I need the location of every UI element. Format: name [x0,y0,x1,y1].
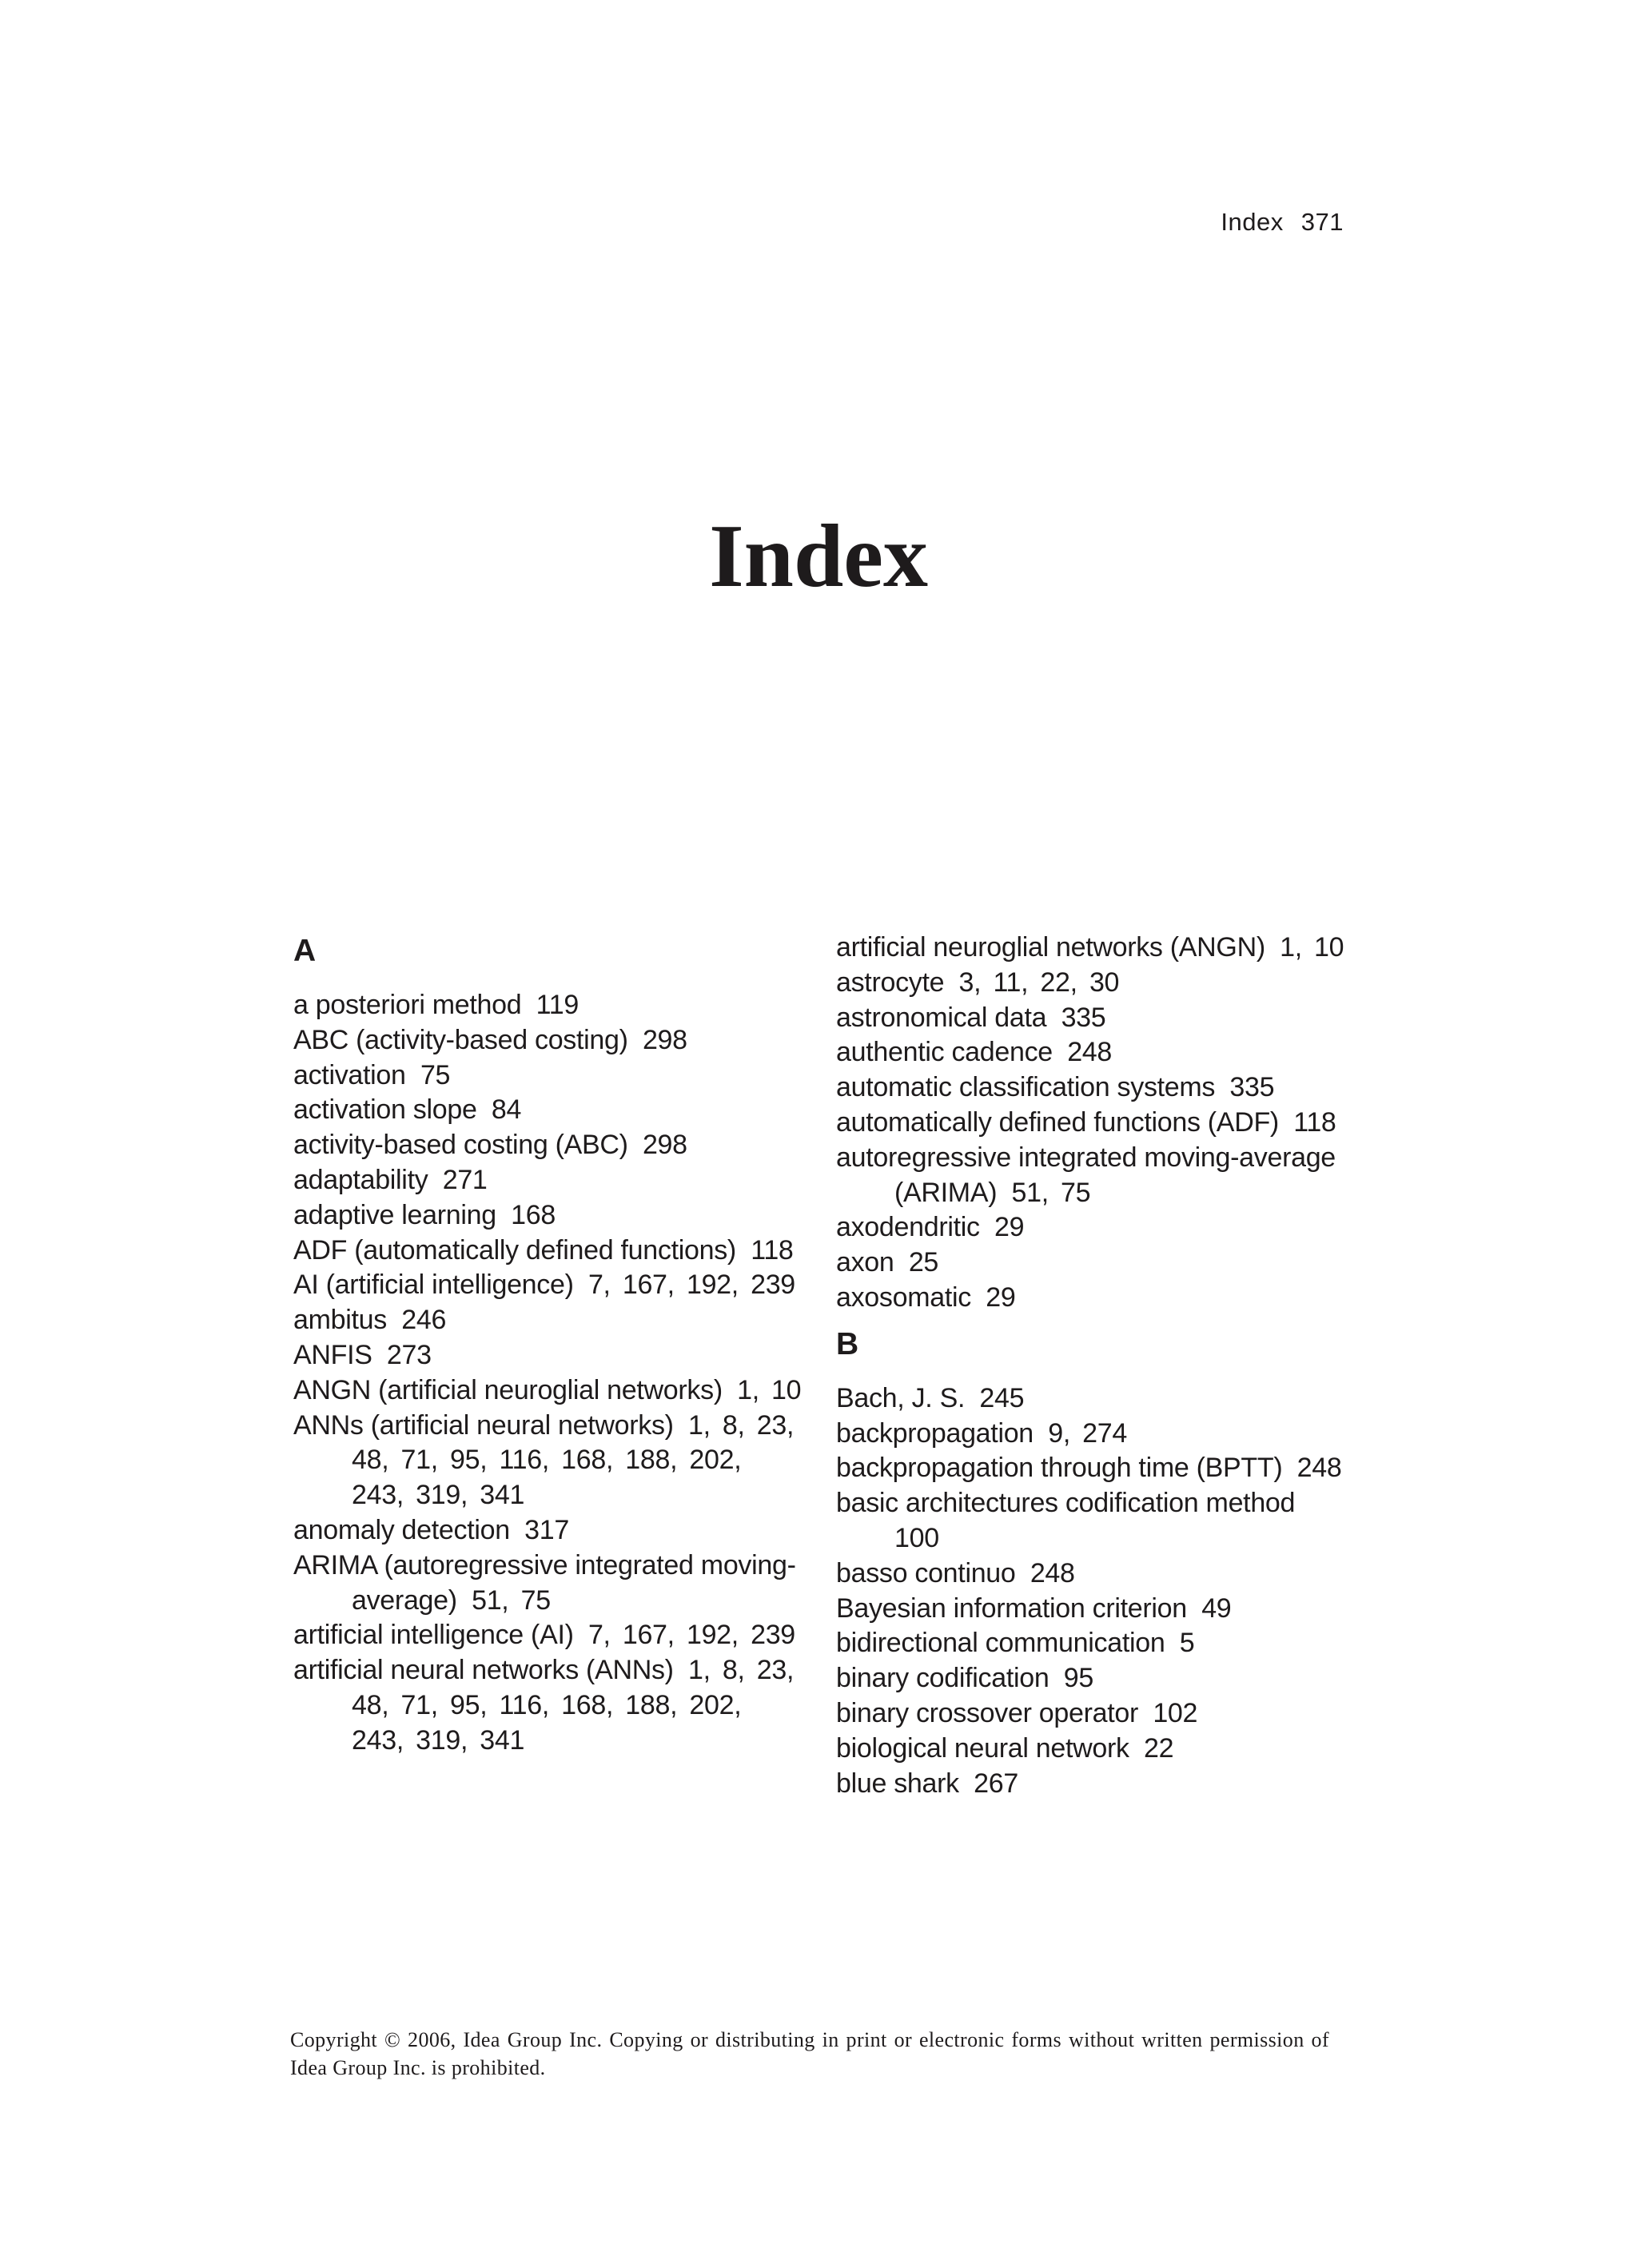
entry-term: axon [836,1247,894,1278]
entry-list-a [293,988,805,1759]
index-entry [293,1023,805,1058]
entry-pages: 29 [986,1281,1016,1313]
entry-term: activity-based costing (ABC) [293,1130,628,1161]
index-entry [293,1093,805,1128]
index-entry [293,1198,805,1234]
entry-term: astronomical data [836,1002,1047,1033]
entry-list-b [836,1381,1348,1802]
entry-pages: 49 [1201,1592,1232,1624]
entry-term: artificial neural networks (ANNs) [293,1655,674,1686]
entry-pages: 119 [536,990,579,1020]
entry-term: anomaly detection [293,1514,510,1545]
entry-pages: 22 [1144,1732,1174,1764]
index-column-right [836,931,1348,1801]
index-entry [293,988,805,1023]
index-entry [293,1163,805,1198]
entry-pages: 248 [1067,1037,1113,1068]
entry-term: binary crossover operator [836,1697,1139,1728]
index-entry [293,1513,805,1549]
index-entry [836,1767,1348,1802]
entry-pages: 1, 10 [737,1374,802,1405]
entry-pages: 335 [1061,1002,1106,1033]
index-entry [293,1128,805,1163]
entry-pages: 335 [1229,1072,1275,1103]
entry-pages: 25 [908,1247,939,1278]
entry-term: ANNs (artificial neural networks) [293,1409,674,1441]
index-entry [836,1486,1348,1557]
entry-term: blue shark [836,1768,959,1799]
entry-term: Bach, J. S. [836,1382,966,1413]
entry-pages: 245 [979,1382,1025,1413]
entry-pages: 298 [642,1130,687,1161]
entry-term: Bayesian information criterion [836,1592,1187,1624]
index-entry [836,1451,1348,1486]
index-entry [836,1106,1348,1141]
entry-term: backpropagation through time (BPTT) [836,1453,1283,1484]
index-entry [836,1696,1348,1732]
entry-pages: 3, 11, 22, 30 [958,967,1120,998]
entry-list-a-continued [836,931,1348,1316]
entry-term: basic architectures codification method [836,1488,1296,1519]
index-entry [836,1592,1348,1627]
entry-pages: 51, 75 [1011,1177,1091,1208]
entry-pages: 118 [1293,1106,1336,1138]
entry-term: ARIMA (autoregressive integrated moving-average) [293,1549,796,1616]
entry-pages: 168 [511,1199,556,1230]
index-entry [836,1281,1348,1316]
running-head-page-number: 371 [1300,208,1344,236]
entry-term: activation slope [293,1094,477,1126]
page-title-text: Index [709,507,928,606]
entry-term: ABC (activity-based costing) [293,1024,628,1055]
index-entry [293,1373,805,1409]
entry-term: ANFIS [293,1339,372,1370]
entry-term: axodendritic [836,1212,980,1243]
index-entry [836,931,1348,966]
index-column-left [293,931,805,1759]
entry-term: automatically defined functions (ADF) [836,1106,1279,1138]
entry-term: adaptive learning [293,1199,496,1230]
entry-term: basso continuo [836,1557,1016,1588]
index-entry [293,1234,805,1269]
entry-pages: 7, 167, 192, 239 [587,1270,795,1301]
entry-pages: 118 [751,1234,794,1266]
index-entry [836,1417,1348,1452]
entry-term: artificial intelligence (AI) [293,1620,574,1651]
entry-term: biological neural network [836,1732,1129,1764]
entry-term: backpropagation [836,1417,1034,1449]
page-title [0,507,1637,606]
index-entry [836,1381,1348,1417]
entry-term: ambitus [293,1305,387,1336]
entry-pages: 102 [1153,1697,1198,1728]
index-entry [836,1035,1348,1070]
entry-pages: 298 [642,1024,687,1055]
entry-pages: 9, 274 [1048,1417,1127,1449]
entry-pages: 5 [1179,1628,1195,1659]
index-entry [836,1210,1348,1246]
entry-pages: 248 [1296,1453,1342,1484]
index-entry [836,1557,1348,1592]
index-entry [293,1653,805,1758]
copyright-footer: Copyright © 2006, Idea Group Inc. Copying or distributing in print or electronic forms without written permission of Idea Group Inc. is prohibited. [290,2028,1329,2079]
entry-term: adaptability [293,1164,428,1195]
section-letter-b: B [836,1326,858,1361]
entry-term: bidirectional communication [836,1628,1165,1659]
index-entry [836,1001,1348,1036]
index-entry [293,1058,805,1094]
entry-term: axosomatic [836,1281,971,1313]
index-entry [836,966,1348,1001]
index-entry [293,1618,805,1653]
entry-pages: 84 [491,1094,522,1126]
entry-term: ADF (automatically defined functions) [293,1234,736,1266]
entry-pages: 248 [1030,1557,1075,1588]
entry-pages: 246 [401,1305,447,1336]
entry-pages: 271 [442,1164,488,1195]
entry-pages: 267 [974,1768,1018,1799]
entry-pages: 75 [420,1059,451,1090]
entry-pages: 29 [994,1212,1025,1243]
index-entry [293,1268,805,1303]
index-entry [836,1141,1348,1211]
running-head-label: Index [1221,208,1284,236]
index-entry [836,1246,1348,1281]
index-entry [293,1409,805,1513]
index-entry [293,1549,805,1619]
entry-term: binary codification [836,1663,1050,1694]
index-entry [836,1626,1348,1661]
entry-pages: 1, 10 [1280,932,1344,963]
entry-term: automatic classification systems [836,1072,1216,1103]
index-entry [836,1661,1348,1696]
running-head [1221,208,1344,237]
entry-pages: 100 [894,1522,939,1553]
entry-term: astrocyte [836,967,945,998]
index-entry [293,1338,805,1373]
entry-pages: 7, 167, 192, 239 [587,1620,795,1651]
entry-pages: 317 [524,1514,569,1545]
index-entry [836,1732,1348,1767]
entry-term: authentic cadence [836,1037,1053,1068]
entry-pages: 95 [1063,1663,1093,1694]
entry-term: AI (artificial intelligence) [293,1270,574,1301]
entry-pages: 1, 8, 23, 48, 71, 95, 116, 168, 188, 202, 243, 319, 341 [352,1409,795,1511]
index-entry [836,1070,1348,1106]
entry-term: ANGN (artificial neuroglial networks) [293,1374,723,1405]
entry-pages: 1, 8, 23, 48, 71, 95, 116, 168, 188, 202, 243, 319, 341 [352,1655,795,1756]
entry-term: autoregressive integrated moving-average (ARIMA) [836,1142,1336,1208]
entry-term: a posteriori method [293,990,522,1020]
section-letter-a: A [293,934,316,968]
entry-pages: 273 [386,1339,432,1370]
entry-term: artificial neuroglial networks (ANGN) [836,932,1265,963]
index-entry [293,1303,805,1338]
entry-term: activation [293,1059,406,1090]
entry-pages: 51, 75 [472,1584,551,1616]
